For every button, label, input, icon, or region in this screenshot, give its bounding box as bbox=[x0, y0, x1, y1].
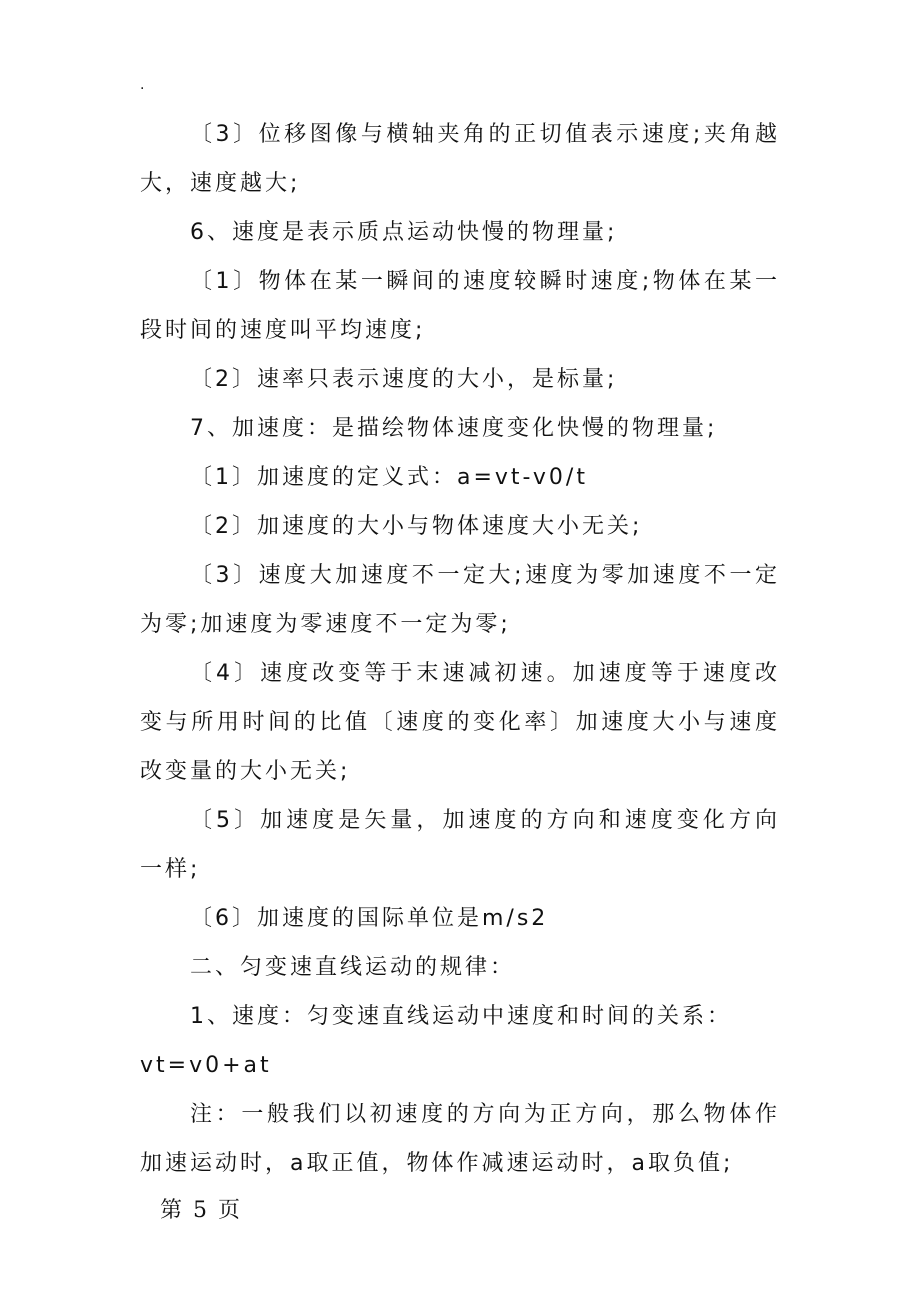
paragraph: 〔1〕加速度的定义式：a=vt-v0/t bbox=[190, 465, 588, 490]
paragraph: 7、加速度：是描绘物体速度变化快慢的物理量; bbox=[190, 416, 718, 441]
paragraph: 〔2〕加速度的大小与物体速度大小无关; bbox=[190, 514, 643, 539]
header-mark: . bbox=[140, 77, 145, 93]
paragraph: 〔6〕加速度的国际单位是m/s2 bbox=[190, 906, 549, 931]
paragraph: 〔3〕速度大加速度不一定大;速度为零加速度不一定为零;加速度为零速度不一定为零; bbox=[140, 563, 780, 637]
formula-line: vt=v0+at bbox=[140, 1053, 272, 1078]
document-body bbox=[140, 110, 780, 1188]
paragraph: 〔3〕位移图像与横轴夹角的正切值表示速度;夹角越大，速度越大; bbox=[140, 122, 780, 196]
paragraph: 注：一般我们以初速度的方向为正方向，那么物体作加速运动时，a取正值，物体作减速运动时，a取负值; bbox=[140, 1102, 780, 1176]
paragraph: 〔1〕物体在某一瞬间的速度较瞬时速度;物体在某一段时间的速度叫平均速度; bbox=[140, 269, 780, 343]
paragraph: 1、速度：匀变速直线运动中速度和时间的关系： bbox=[190, 1004, 732, 1029]
paragraph: 〔4〕速度改变等于末速减初速。加速度等于速度改变与所用时间的比值〔速度的变化率〕加速度大小与速度改变量的大小无关; bbox=[140, 661, 780, 784]
paragraph: 〔5〕加速度是矢量，加速度的方向和速度变化方向一样; bbox=[140, 808, 780, 882]
section-heading: 二、匀变速直线运动的规律： bbox=[190, 955, 516, 980]
paragraph: 〔2〕速率只表示速度的大小，是标量; bbox=[190, 367, 618, 392]
page-number: 第 5 页 bbox=[160, 1198, 242, 1223]
paragraph: 6、速度是表示质点运动快慢的物理量; bbox=[190, 220, 618, 245]
